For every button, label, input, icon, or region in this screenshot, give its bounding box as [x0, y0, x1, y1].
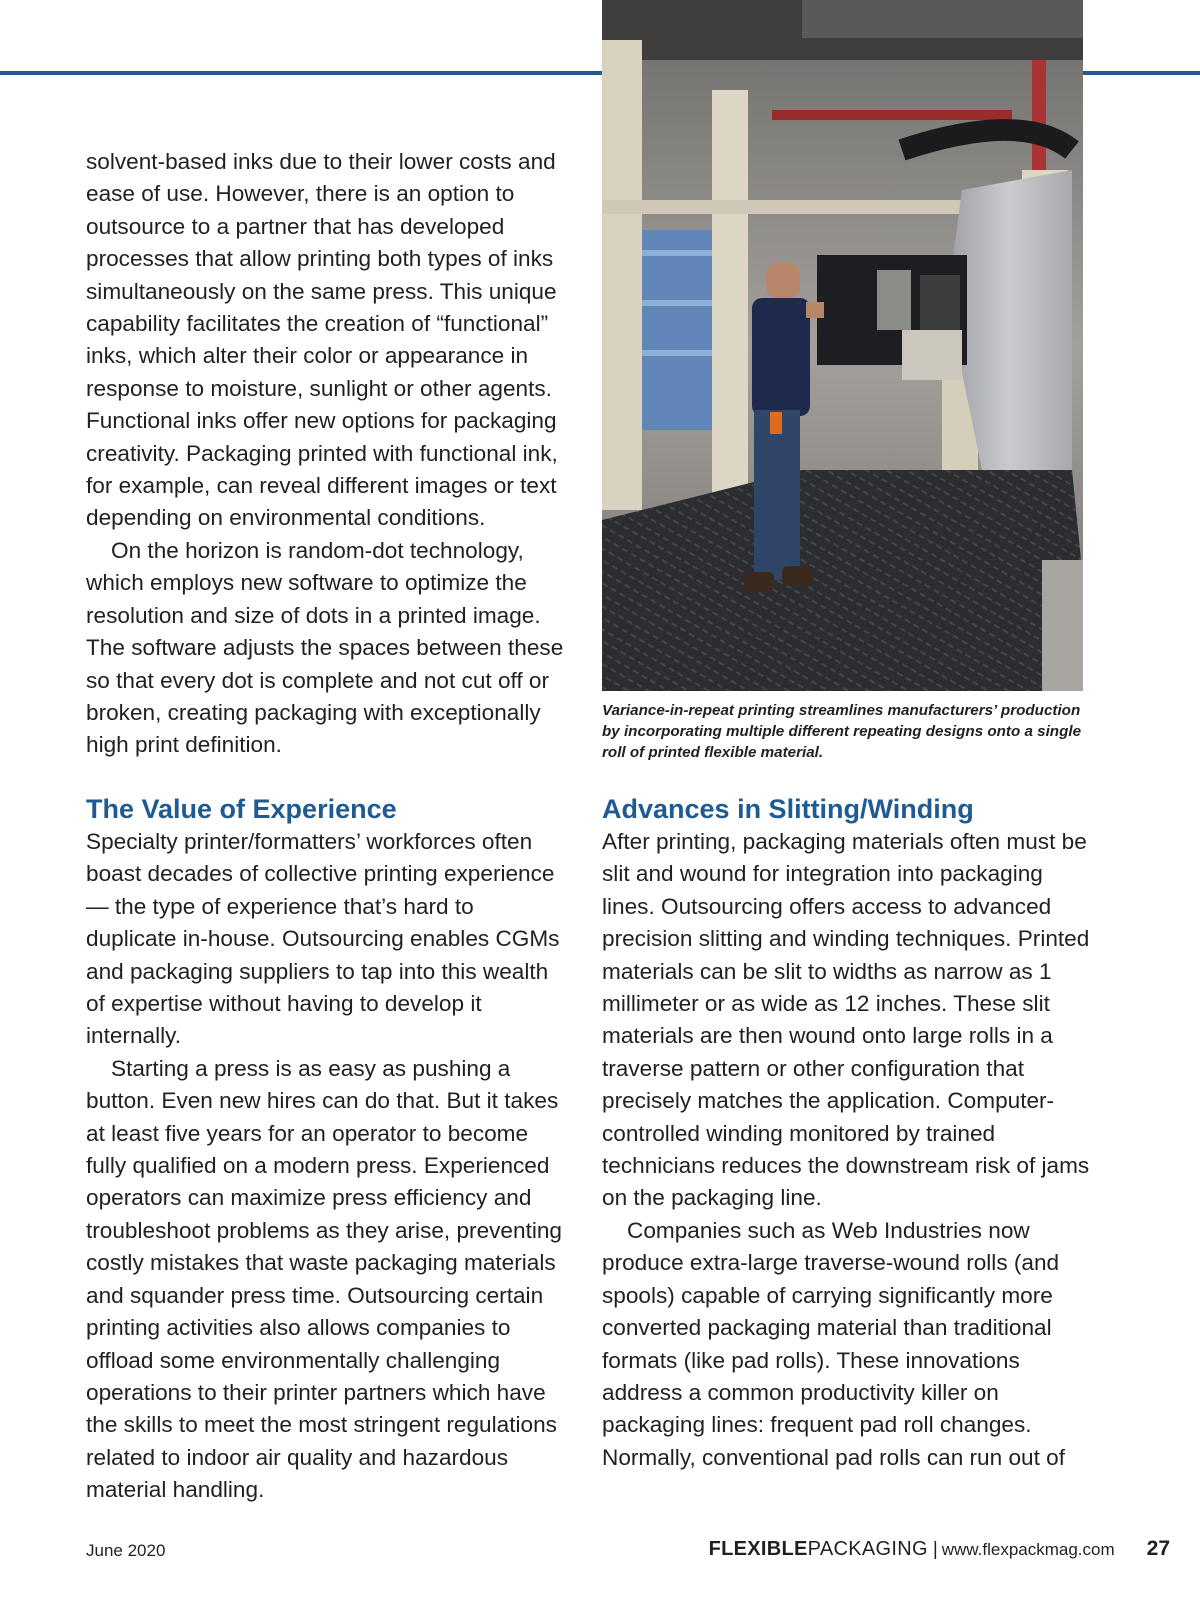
body-paragraph: Companies such as Web Industries now produce extra-large traverse-wound rolls (and spools) capable of carrying significantly more converted packaging material than traditional formats (like pad rolls). These innovations address a common productivity killer on packaging lines: frequent pad roll changes. Normally, conventional pad rolls can run out of	[602, 1217, 1065, 1470]
footer-url[interactable]: www.flexpackmag.com	[941, 1540, 1115, 1559]
photo-caption: Variance-in-repeat printing streamlines manufacturers’ production by incorporating multiple different repeating designs onto a single roll of printed flexible material.	[602, 702, 1082, 761]
footer-masthead	[709, 1537, 1170, 1561]
press-photo	[602, 0, 1083, 691]
section-heading: Advances in Slitting/Winding	[602, 794, 974, 824]
magazine-name-regular: PACKAGING	[807, 1538, 928, 1560]
body-paragraph: On the horizon is random-dot technology, which employs new software to optimize the resolution and size of dots in a printed image. The software adjusts the spaces between these so that every dot is complete and not cut off or broken, creating packaging with exceptionally high print definition.	[86, 537, 564, 758]
section-slitting-winding	[602, 792, 1092, 1474]
body-paragraph: Specialty printer/formatters’ workforces often boast decades of collective printing experience — the type of experience that’s hard to duplicate in-house. Outsourcing enables CGMs and packaging suppliers to tap into this wealth of expertise without having to develop it internally.	[86, 829, 560, 1049]
magazine-name-bold: FLEXIBLE	[708, 1538, 808, 1560]
body-paragraph: Starting a press is as easy as pushing a button. Even new hires can do that. But it takes at least five years for an operator to become fully qualified on a modern press. Experienced operators can maximize press efficiency and troubleshoot problems as they arise, preventing costly mistakes that waste packaging materials and squander press time. Outsourcing certain printing activities also allows companies to offload some environmentally challenging operations to their printer partners which have the skills to meet the most stringent regulations related to indoor air quality and hazardous material handling.	[86, 1055, 562, 1503]
page-number: 27	[1146, 1537, 1170, 1560]
section-heading: The Value of Experience	[86, 794, 397, 824]
top-rule-right	[1083, 71, 1200, 75]
left-column-top	[86, 146, 564, 762]
footer-date: June 2020	[86, 1541, 166, 1560]
footer-separator: |	[932, 1539, 938, 1560]
body-paragraph: solvent-based inks due to their lower costs and ease of use. However, there is an option to outsource to a partner that has developed processes that allow printing both types of inks simultaneously on the same press. This unique capability facilitates the creation of “functional” inks, which alter their color or appearance in response to moisture, sunlight or other agents. Functional inks offer new options for packaging creativity. Packaging printed with functional ink, for example, can reveal different images or text depending on environmental conditions.	[86, 149, 558, 531]
top-rule-left	[0, 71, 603, 75]
body-paragraph: After printing, packaging materials often must be slit and wound for integration into packaging lines. Outsourcing offers access to advanced precision slitting and winding techniques. Printed materials can be slit to widths as narrow as 1 millimeter or as wide as 12 inches. These slit materials are then wound onto large rolls in a traverse pattern or other configuration that precisely matches the application. Computer-controlled winding monitored by trained technicians reduces the downstream risk of jams on the packaging line.	[602, 829, 1090, 1211]
section-value-of-experience	[86, 792, 566, 1507]
